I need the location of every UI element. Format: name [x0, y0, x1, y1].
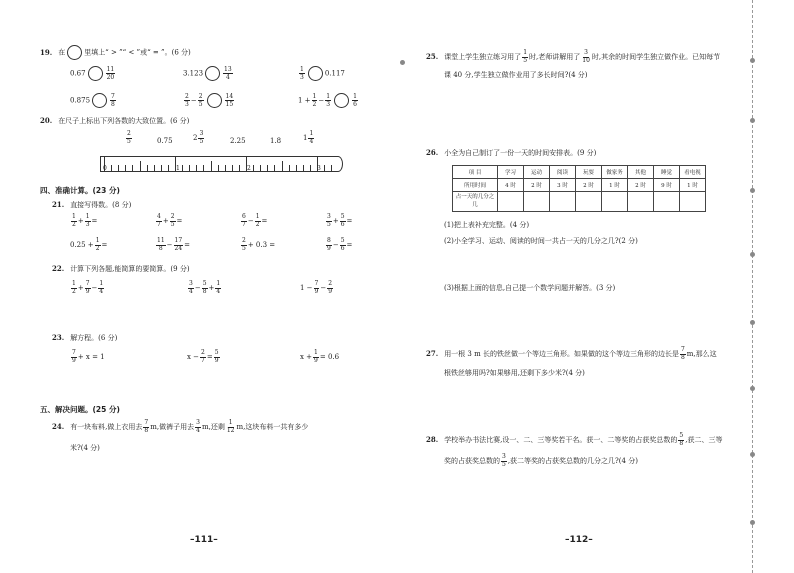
answer-circle — [207, 93, 222, 108]
ruler-tick — [239, 165, 240, 171]
q20-num-6: 1 $\frac{1}{4}$ — [303, 130, 314, 145]
answer-cell[interactable] — [628, 192, 654, 212]
table-cell: 4 时 — [498, 179, 524, 192]
answer-circle — [88, 66, 103, 81]
q28-line1: 28. 学校举办书法比赛,设一、二、三等奖若干名。获一、二等奖的占获奖总数的 $\frac{5}{8}$ ,获二、三等 — [426, 432, 723, 447]
q23-eq-3: x + $\frac{1}{9}$ = 0.6 — [300, 349, 340, 364]
answer-circle — [92, 93, 107, 108]
ruler-label-1: 1 — [176, 165, 180, 172]
q22-expr-1: $\frac{1}{2}$ + $\frac{7}{9}$ − $\frac{1}{4}$ — [72, 280, 104, 295]
q25-line2: 课 40 分,学生独立做作业用了多长时间?(4 分) — [444, 71, 588, 79]
answer-cell[interactable] — [550, 192, 576, 212]
q20-title: 20. 在尺子上标出下列各数的大致位置。(6 分) — [40, 116, 190, 125]
binding-hole — [750, 252, 755, 257]
ruler-tick — [168, 165, 169, 171]
q21-expr-2: $\frac{4}{7}$ + $\frac{2}{5}$ = — [157, 213, 183, 228]
table-row — [453, 192, 706, 212]
q22-expr-2: $\frac{3}{4}$ − $\frac{5}{8}$ + $\frac{1}{4}$ — [189, 280, 221, 295]
ruler-tick — [154, 165, 155, 171]
q19-title: 19. 在 里填上“ > ”“ < ”或“ = ”。(6 分) — [40, 45, 191, 60]
ruler-tick — [282, 161, 283, 171]
ruler-tick — [232, 165, 233, 171]
ruler-tick — [125, 165, 126, 171]
ruler-tick — [140, 161, 141, 171]
q28-line2: 奖的占获奖总数的 $\frac{3}{5}$ ,获二等奖的占获奖总数的几分之几?(4 分) — [444, 453, 638, 468]
q21-expr-5: 0.25 + $\frac{1}{2}$ = — [70, 237, 108, 252]
ruler-tick — [260, 165, 261, 171]
table-cell: 睡觉 — [654, 166, 680, 179]
answer-cell[interactable] — [602, 192, 628, 212]
page-number-left: –111– — [190, 535, 218, 545]
q21-expr-8: $\frac{8}{9}$ − $\frac{5}{6}$ = — [327, 237, 353, 252]
q25-line1: 25. 课堂上学生独立练习用了 $\frac{1}{5}$ 时,老师讲解用了 $\frac{3}{10}$ 时,其余的时间学生独立做作业。已知每节 — [426, 49, 721, 64]
q26-sub3: (3)根据上面的信息,自己提一个数学问题并解答。(3 分) — [444, 284, 616, 292]
binding-hole — [750, 520, 755, 525]
right-page — [400, 0, 794, 573]
answer-circle — [67, 45, 82, 60]
q19-item-4: 0.875 $\frac{7}{8}$ — [70, 92, 115, 108]
ruler-tick — [296, 165, 297, 171]
table-cell: 看电视 — [680, 166, 706, 179]
section-4-heading: 四、准确计算。(23 分) — [40, 186, 120, 195]
answer-cell[interactable] — [576, 192, 602, 212]
table-cell: 1 时 — [602, 179, 628, 192]
q20-num-5: 1.8 — [270, 137, 282, 145]
q21-expr-7: $\frac{2}{5}$ + 0.3 = — [242, 237, 276, 252]
q19-item-3: $\frac{1}{3}$ 0.117 — [300, 65, 345, 81]
table-cell: 运动 — [524, 166, 550, 179]
center-dot — [400, 60, 405, 65]
ruler-tick — [196, 165, 197, 171]
ruler-tick — [274, 165, 275, 171]
ruler-tick — [310, 165, 311, 171]
table-row — [453, 179, 706, 192]
q26-sub2: (2)小全学习、运动、阅读的时间一共占一天的几分之几?(2 分) — [444, 237, 638, 245]
ruler-tick — [225, 165, 226, 171]
table-cell: 2 时 — [628, 179, 654, 192]
ruler-tick — [118, 165, 119, 171]
answer-circle — [205, 66, 220, 81]
binding-hole — [750, 58, 755, 63]
q21-title: 21. 直接写得数。(8 分) — [52, 200, 132, 209]
q20-num-3: 2 $\frac{3}{5}$ — [193, 130, 204, 145]
section-5-heading: 五、解决问题。(25 分) — [40, 405, 120, 414]
table-cell: 9 时 — [654, 179, 680, 192]
ruler-tick — [267, 165, 268, 171]
q19-item-2: 3.123 $\frac{13}{4}$ — [183, 65, 232, 81]
q19-item-1: 0.67 $\frac{11}{20}$ — [70, 65, 115, 81]
table-cell: 2 时 — [576, 179, 602, 192]
table-cell: 学习 — [498, 166, 524, 179]
ruler-tick — [182, 165, 183, 171]
answer-cell[interactable] — [498, 192, 524, 212]
table-cell: 玩耍 — [576, 166, 602, 179]
ruler-tick — [189, 165, 190, 171]
ruler-tick — [211, 161, 212, 171]
ruler-tick — [253, 165, 254, 171]
q23-title: 23. 解方程。(6 分) — [52, 333, 118, 342]
ruler — [100, 156, 338, 172]
q20-num-4: 2.25 — [230, 137, 246, 145]
table-cell: 项 目 — [453, 166, 498, 179]
answer-cell[interactable] — [524, 192, 550, 212]
q24-line1: 24. 有一块布料,做上衣用去 $\frac{7}{8}$ m,做裤子用去 $\frac{3}{4}$ m,还剩 $\frac{1}{12}$ m,这块布料一共有多少 — [52, 419, 309, 434]
table-cell: 1 时 — [680, 179, 706, 192]
q22-expr-3: 1 − $\frac{7}{9}$ − $\frac{2}{9}$ — [300, 280, 333, 295]
ruler-tick — [218, 165, 219, 171]
ruler-end — [333, 156, 343, 172]
q19-item-6: 1 + $\frac{1}{2}$ − $\frac{1}{3}$ $\frac{1}{6}$ — [298, 92, 357, 108]
binding-hole — [750, 118, 755, 123]
ruler-tick — [324, 165, 325, 171]
q21-expr-3: $\frac{6}{7}$ − $\frac{1}{2}$ = — [242, 213, 268, 228]
ruler-tick — [203, 165, 204, 171]
q22-title: 22. 计算下列各题,能简算的要简算。(9 分) — [52, 264, 190, 273]
q20-num-2: 0.75 — [157, 137, 173, 145]
table-cell: 3 时 — [550, 179, 576, 192]
binding-hole — [750, 452, 755, 457]
ruler-label-3: 3 — [317, 165, 321, 172]
answer-circle — [308, 66, 323, 81]
table-cell: 其他 — [628, 166, 654, 179]
q19-item-5: $\frac{2}{3}$ − $\frac{2}{5}$ $\frac{14}{15}$ — [185, 92, 234, 108]
table-cell: 阅读 — [550, 166, 576, 179]
table-cell: 2 时 — [524, 179, 550, 192]
ruler-tick — [161, 165, 162, 171]
q24-line2: 米?(4 分) — [70, 444, 100, 452]
table-cell: 所用时间 — [453, 179, 498, 192]
q26-title: 26. 小全为自己制订了一份一天的时间安排表。(9 分) — [426, 148, 597, 157]
ruler-tick — [147, 165, 148, 171]
table-cell: 占一天的几分之几 — [453, 192, 498, 212]
ruler-tick — [111, 165, 112, 171]
q23-eq-1: $\frac{7}{9}$ + x = 1 — [72, 349, 105, 364]
q21-expr-1: $\frac{1}{2}$ + $\frac{1}{3}$ = — [72, 213, 98, 228]
answer-circle — [334, 93, 349, 108]
table-row — [453, 166, 706, 179]
page-number-right: –112– — [565, 535, 593, 545]
binding-dashed-line — [752, 0, 753, 573]
answer-cell[interactable] — [680, 192, 706, 212]
schedule-table — [452, 165, 706, 212]
ruler-tick — [303, 165, 304, 171]
ruler-label-2: 2 — [247, 165, 251, 172]
ruler-label-0: 0 — [103, 165, 107, 172]
q26-sub1: (1)把上表补充完整。(4 分) — [444, 221, 530, 229]
q23-eq-2: x − $\frac{2}{7}$ = $\frac{5}{9}$ — [187, 349, 219, 364]
binding-hole — [750, 320, 755, 325]
q20-num-1: $\frac{2}{5}$ — [127, 130, 131, 145]
binding-hole — [750, 386, 755, 391]
answer-cell[interactable] — [654, 192, 680, 212]
table-cell: 做家务 — [602, 166, 628, 179]
q21-expr-6: $\frac{11}{8}$ − $\frac{17}{24}$ = — [157, 237, 191, 252]
q27-line1: 27. 用一根 3 m 长的铁丝做一个等边三角形。如果做的这个等边三角形的边长是 $\frac{7}{8}$ m,那么这 — [426, 346, 717, 361]
ruler-tick — [132, 165, 133, 171]
binding-hole — [750, 188, 755, 193]
ruler-tick — [289, 165, 290, 171]
q27-line2: 根铁丝够用吗?如果够用,还剩下多少米?(4 分) — [444, 369, 585, 377]
q21-expr-4: $\frac{3}{5}$ + $\frac{5}{6}$ = — [327, 213, 353, 228]
